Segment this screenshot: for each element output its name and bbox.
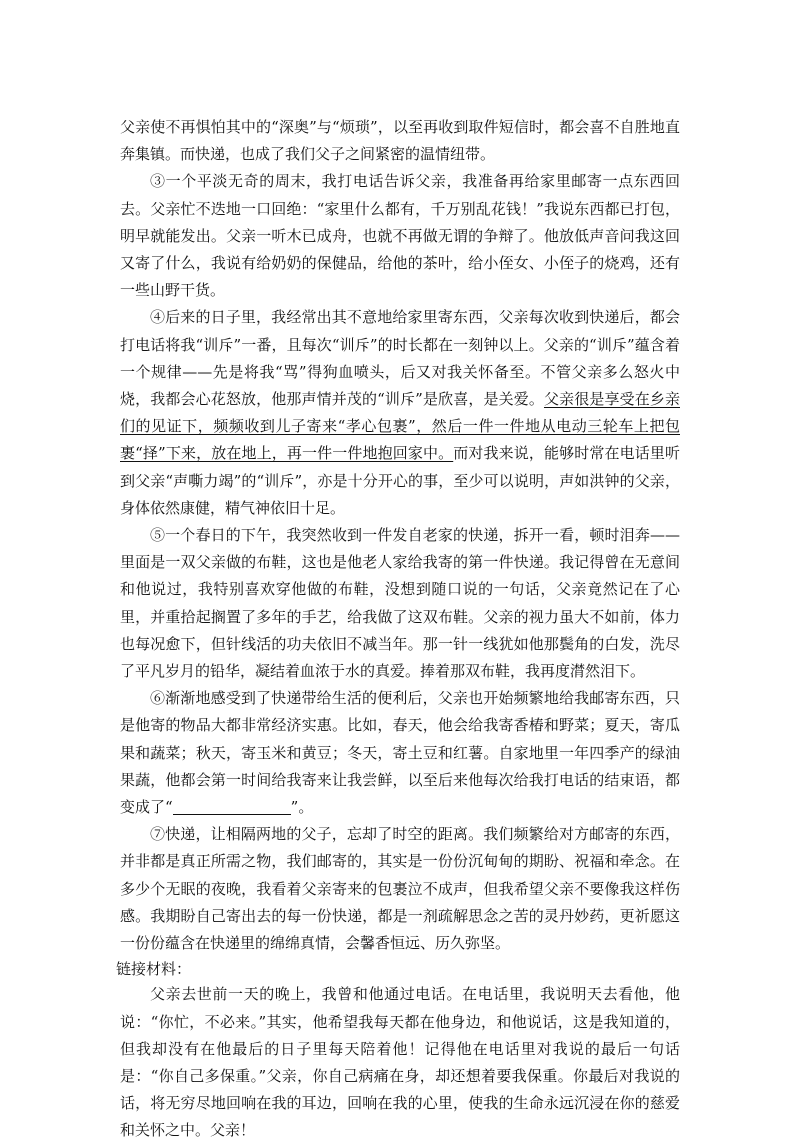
article-body <box>120 114 680 957</box>
fill-in-blank <box>173 798 291 815</box>
paragraph-p0 <box>120 114 680 168</box>
text-segment: ”。 <box>290 798 314 817</box>
document-page <box>116 114 680 1145</box>
paragraph-p5 <box>120 522 680 685</box>
underlined-sentence: 父亲很是享受在乡亲们的见证下，频频收到儿子寄来“孝心包裹”，然后一件一件地从电动三轮车上把包裹“择”下来，放在地上，再一件一件地抱回家中。 <box>120 390 680 463</box>
text-segment: 父亲去世前一天的晚上，我曾和他通过电话。在电话里，我说明天去看他，他说：“你忙，不必来。”其实，他希望我每天都在他身边，和他说话，这是我知道的，但我却没有在他最后的日子里每天陪着他！记得他在电话里对我说的最后一句话是：“你自己多保重。”父亲，你自己病痛在身，却还想着要我保重。你最后对我说的话，将无穷尽地回响在我的耳边，回响在我的心里，使我的生命永远沉浸在你的慈爱和关怀之中。父亲！ <box>120 985 680 1140</box>
text-segment: ⑦快递，让相隔两地的父子，忘却了时空的距离。我们频繁给对方邮寄的东西，并非都是真正所需之物，我们邮寄的，其实是一份份沉甸甸的期盼、祝福和牵念。在多少个无眠的夜晚，我看着父亲寄来的包裹泣不成声，但我希望父亲不要像我这样伤感。我期盼自己寄出去的每一份快递，都是一剂疏解思念之苦的灵丹妙药，更祈愿这一份份蕴含在快递里的绵绵真情，会馨香恒远、历久弥坚。 <box>120 825 680 953</box>
paragraph-link <box>120 981 680 1144</box>
text-segment: 父亲使不再惧怕其中的“深奥”与“烦琐”，以至再收到取件短信时，都会喜不自胜地直奔集镇。而快递，也成了我们父子之间紧密的温情纽带。 <box>120 118 680 164</box>
text-segment: ④后来的日子里，我经常出其不意地给家里寄东西，父亲每次收到快递后，都会打电话将我“训斥”一番，且每次“训斥”的时长都在一刻钟以上。父亲的“训斥”蕴含着一个规律——先是将我“骂”得狗血喷头，后又对我关怀备至。不管父亲多么怒火中烧，我都会心花怒放，他那声情并茂的“训斥”是欣喜，是关爱。 <box>120 308 680 409</box>
text-segment: 而对我来说，能够时常在电话里听到父亲“声嘶力竭”的“训斥”，亦是十分开心的事，至少可以说明，声如洪钟的父亲，身体依然康健，精气神依旧十足。 <box>120 444 680 517</box>
text-segment: ⑤一个春日的下午，我突然收到一件发自老家的快递，拆开一看，顿时泪奔——里面是一双父亲做的布鞋，这也是他老人家给我寄的第一件快递。我记得曾在无意间和他说过，我特别喜欢穿他做的布鞋，没想到随口说的一句话，父亲竟然记在了心里，并重拾起搁置了多年的手艺，给我做了这双布鞋。父亲的视力虽大不如前，体力也每况愈下，但针线活的功夫依旧不减当年。那一针一线犹如他那鬓角的白发，洗尽了平凡岁月的铅华，凝结着血浓于水的真爱。捧着那双布鞋，我再度潸然泪下。 <box>120 526 680 681</box>
link-material <box>120 981 680 1144</box>
paragraph-p6 <box>120 685 680 821</box>
section-heading: 链接材料： <box>116 960 192 979</box>
text-segment: ③一个平淡无奇的周末，我打电话告诉父亲，我准备再给家里邮寄一点东西回去。父亲忙不迭地一口回绝：“家里什么都有，千万别乱花钱！”我说东西都已打包，明早就能发出。父亲一听木已成舟，也就不再做无谓的争辩了。他放低声音问我这回又寄了什么，我说有给奶奶的保健品，给他的茶叶，给小侄女、小侄子的烧鸡，还有一些山野干货。 <box>120 172 680 300</box>
paragraph-p4 <box>120 304 680 522</box>
paragraph-p7 <box>120 821 680 957</box>
paragraph-p3 <box>120 168 680 304</box>
text-segment: ⑥渐渐地感受到了快递带给生活的便利后，父亲也开始频繁地给我邮寄东西，只是他寄的物品大都非常经济实惠。比如，春天，他会给我寄香椿和野菜；夏天，寄瓜果和蔬菜；秋天，寄玉米和黄豆；冬天，寄土豆和红薯。自家地里一年四季产的绿油果蔬，他都会第一时间给我寄来让我尝鲜，以至后来他每次给我打电话的结束语，都变成了“ <box>120 689 680 817</box>
